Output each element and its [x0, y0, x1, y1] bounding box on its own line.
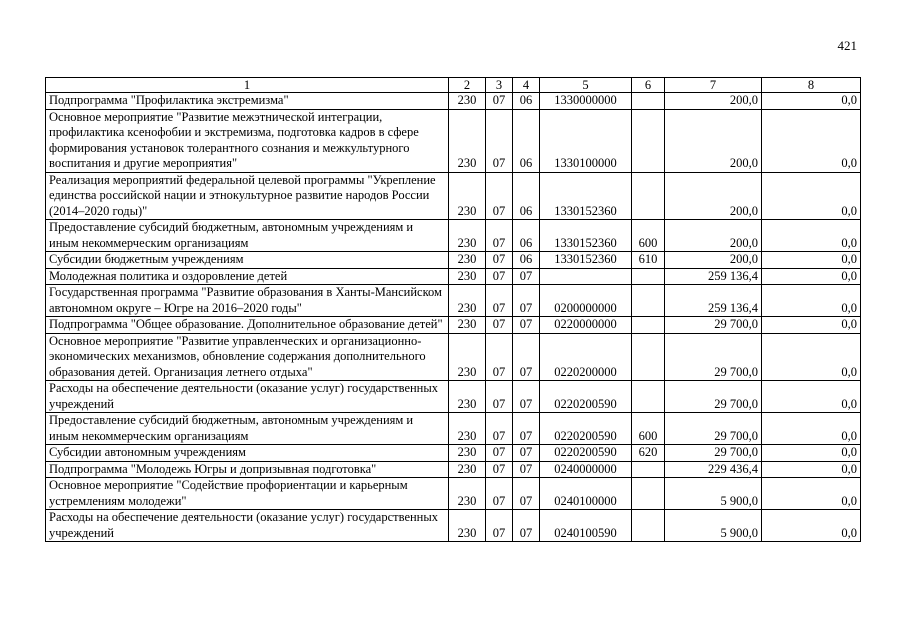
- amount-secondary-cell: 0,0: [762, 252, 861, 269]
- code-subsection-cell: 07: [513, 268, 540, 285]
- header-row: [46, 78, 861, 93]
- code-target-cell: [540, 268, 632, 285]
- column-header: 2: [449, 78, 486, 93]
- amount-cell: 29 700,0: [665, 317, 762, 334]
- code-section-cell: 07: [486, 285, 513, 317]
- row-name-cell: Основное мероприятие "Развитие управленческих и организационно-экономических механизмов, обновление содержания дополнительного образования детей. Организация летнего отдыха": [46, 333, 449, 381]
- amount-secondary-cell: 0,0: [762, 93, 861, 110]
- code-admin-cell: 230: [449, 445, 486, 462]
- code-subsection-cell: 06: [513, 220, 540, 252]
- row-name-cell: Государственная программа "Развитие образования в Ханты-Мансийском автономном округе – Югре на 2016–2020 годы": [46, 285, 449, 317]
- code-admin-cell: 230: [449, 333, 486, 381]
- row-name-cell: Субсидии бюджетным учреждениям: [46, 252, 449, 269]
- table-row: [46, 317, 861, 334]
- amount-secondary-cell: 0,0: [762, 381, 861, 413]
- table-row: [46, 285, 861, 317]
- code-target-cell: 1330152360: [540, 252, 632, 269]
- code-target-cell: 0220200590: [540, 413, 632, 445]
- code-subsection-cell: 06: [513, 109, 540, 172]
- code-subsection-cell: 06: [513, 172, 540, 220]
- code-section-cell: 07: [486, 220, 513, 252]
- table-row: [46, 93, 861, 110]
- code-admin-cell: 230: [449, 93, 486, 110]
- code-subsection-cell: 07: [513, 510, 540, 542]
- code-expense-type-cell: [632, 172, 665, 220]
- amount-cell: 200,0: [665, 93, 762, 110]
- code-section-cell: 07: [486, 333, 513, 381]
- column-header: 8: [762, 78, 861, 93]
- amount-secondary-cell: 0,0: [762, 109, 861, 172]
- code-target-cell: 1330152360: [540, 220, 632, 252]
- code-expense-type-cell: [632, 285, 665, 317]
- code-section-cell: 07: [486, 93, 513, 110]
- table-row: [46, 445, 861, 462]
- code-admin-cell: 230: [449, 109, 486, 172]
- code-expense-type-cell: [632, 109, 665, 172]
- amount-secondary-cell: 0,0: [762, 413, 861, 445]
- code-expense-type-cell: 600: [632, 220, 665, 252]
- code-section-cell: 07: [486, 109, 513, 172]
- code-admin-cell: 230: [449, 381, 486, 413]
- amount-cell: 29 700,0: [665, 381, 762, 413]
- amount-cell: 200,0: [665, 252, 762, 269]
- code-subsection-cell: 07: [513, 461, 540, 478]
- row-name-cell: Реализация мероприятий федеральной целевой программы "Укрепление единства российской нации и этнокультурное развитие народов России (2014–2020 годы)": [46, 172, 449, 220]
- amount-cell: 259 136,4: [665, 268, 762, 285]
- code-section-cell: 07: [486, 413, 513, 445]
- amount-secondary-cell: 0,0: [762, 461, 861, 478]
- code-expense-type-cell: [632, 461, 665, 478]
- row-name-cell: Молодежная политика и оздоровление детей: [46, 268, 449, 285]
- table-row: [46, 478, 861, 510]
- amount-secondary-cell: 0,0: [762, 317, 861, 334]
- code-admin-cell: 230: [449, 413, 486, 445]
- budget-table: [45, 77, 861, 542]
- code-expense-type-cell: 600: [632, 413, 665, 445]
- code-expense-type-cell: [632, 268, 665, 285]
- amount-secondary-cell: 0,0: [762, 478, 861, 510]
- amount-secondary-cell: 0,0: [762, 285, 861, 317]
- column-header: 4: [513, 78, 540, 93]
- code-expense-type-cell: [632, 381, 665, 413]
- table-row: [46, 413, 861, 445]
- code-section-cell: 07: [486, 461, 513, 478]
- code-admin-cell: 230: [449, 220, 486, 252]
- code-target-cell: 0220200000: [540, 333, 632, 381]
- code-target-cell: 0240000000: [540, 461, 632, 478]
- code-target-cell: 0200000000: [540, 285, 632, 317]
- code-expense-type-cell: [632, 333, 665, 381]
- row-name-cell: Субсидии автономным учреждениям: [46, 445, 449, 462]
- code-section-cell: 07: [486, 268, 513, 285]
- code-target-cell: 0240100000: [540, 478, 632, 510]
- amount-secondary-cell: 0,0: [762, 268, 861, 285]
- code-admin-cell: 230: [449, 317, 486, 334]
- amount-cell: 5 900,0: [665, 478, 762, 510]
- code-section-cell: 07: [486, 172, 513, 220]
- code-subsection-cell: 07: [513, 413, 540, 445]
- code-section-cell: 07: [486, 510, 513, 542]
- row-name-cell: Подпрограмма "Профилактика экстремизма": [46, 93, 449, 110]
- row-name-cell: Основное мероприятие "Содействие профориентации и карьерным устремлениям молодежи": [46, 478, 449, 510]
- code-target-cell: 0220000000: [540, 317, 632, 334]
- amount-cell: 200,0: [665, 172, 762, 220]
- code-expense-type-cell: [632, 478, 665, 510]
- row-name-cell: Подпрограмма "Молодежь Югры и допризывная подготовка": [46, 461, 449, 478]
- row-name-cell: Расходы на обеспечение деятельности (оказание услуг) государственных учреждений: [46, 381, 449, 413]
- column-header: 6: [632, 78, 665, 93]
- code-section-cell: 07: [486, 478, 513, 510]
- table-row: [46, 510, 861, 542]
- amount-cell: 29 700,0: [665, 413, 762, 445]
- code-section-cell: 07: [486, 252, 513, 269]
- code-target-cell: 0240100590: [540, 510, 632, 542]
- code-target-cell: 1330100000: [540, 109, 632, 172]
- code-target-cell: 0220200590: [540, 381, 632, 413]
- table-row: [46, 381, 861, 413]
- row-name-cell: Подпрограмма "Общее образование. Дополнительное образование детей": [46, 317, 449, 334]
- row-name-cell: Предоставление субсидий бюджетным, автономным учреждениям и иным некоммерческим организациям: [46, 220, 449, 252]
- column-header: 7: [665, 78, 762, 93]
- code-admin-cell: 230: [449, 252, 486, 269]
- code-subsection-cell: 06: [513, 93, 540, 110]
- amount-secondary-cell: 0,0: [762, 220, 861, 252]
- code-section-cell: 07: [486, 445, 513, 462]
- code-subsection-cell: 07: [513, 445, 540, 462]
- amount-cell: 259 136,4: [665, 285, 762, 317]
- table-row: [46, 252, 861, 269]
- code-subsection-cell: 07: [513, 317, 540, 334]
- amount-cell: 5 900,0: [665, 510, 762, 542]
- amount-secondary-cell: 0,0: [762, 445, 861, 462]
- page-number: 421: [837, 38, 857, 53]
- code-admin-cell: 230: [449, 172, 486, 220]
- table-row: [46, 268, 861, 285]
- code-admin-cell: 230: [449, 461, 486, 478]
- row-name-cell: Основное мероприятие "Развитие межэтнической интеграции, профилактика ксенофобии и экстремизма, подготовка кадров в сфере формирования установок толерантного сознания и межкультурного воспитания и другие мероприятия": [46, 109, 449, 172]
- amount-cell: 229 436,4: [665, 461, 762, 478]
- code-admin-cell: 230: [449, 478, 486, 510]
- code-subsection-cell: 06: [513, 252, 540, 269]
- code-expense-type-cell: 620: [632, 445, 665, 462]
- amount-cell: 200,0: [665, 109, 762, 172]
- amount-secondary-cell: 0,0: [762, 510, 861, 542]
- table-row: [46, 172, 861, 220]
- code-subsection-cell: 07: [513, 285, 540, 317]
- row-name-cell: Расходы на обеспечение деятельности (оказание услуг) государственных учреждений: [46, 510, 449, 542]
- code-admin-cell: 230: [449, 510, 486, 542]
- table-row: [46, 220, 861, 252]
- code-expense-type-cell: [632, 317, 665, 334]
- code-target-cell: 1330152360: [540, 172, 632, 220]
- table-row: [46, 333, 861, 381]
- code-section-cell: 07: [486, 317, 513, 334]
- row-name-cell: Предоставление субсидий бюджетным, автономным учреждениям и иным некоммерческим организациям: [46, 413, 449, 445]
- table-row: [46, 109, 861, 172]
- code-target-cell: 1330000000: [540, 93, 632, 110]
- amount-cell: 200,0: [665, 220, 762, 252]
- code-expense-type-cell: [632, 93, 665, 110]
- table-row: [46, 461, 861, 478]
- column-header: 1: [46, 78, 449, 93]
- code-subsection-cell: 07: [513, 381, 540, 413]
- code-target-cell: 0220200590: [540, 445, 632, 462]
- column-header: 5: [540, 78, 632, 93]
- amount-secondary-cell: 0,0: [762, 333, 861, 381]
- code-subsection-cell: 07: [513, 478, 540, 510]
- code-expense-type-cell: 610: [632, 252, 665, 269]
- code-expense-type-cell: [632, 510, 665, 542]
- code-subsection-cell: 07: [513, 333, 540, 381]
- code-section-cell: 07: [486, 381, 513, 413]
- amount-secondary-cell: 0,0: [762, 172, 861, 220]
- amount-cell: 29 700,0: [665, 333, 762, 381]
- code-admin-cell: 230: [449, 285, 486, 317]
- column-header: 3: [486, 78, 513, 93]
- code-admin-cell: 230: [449, 268, 486, 285]
- amount-cell: 29 700,0: [665, 445, 762, 462]
